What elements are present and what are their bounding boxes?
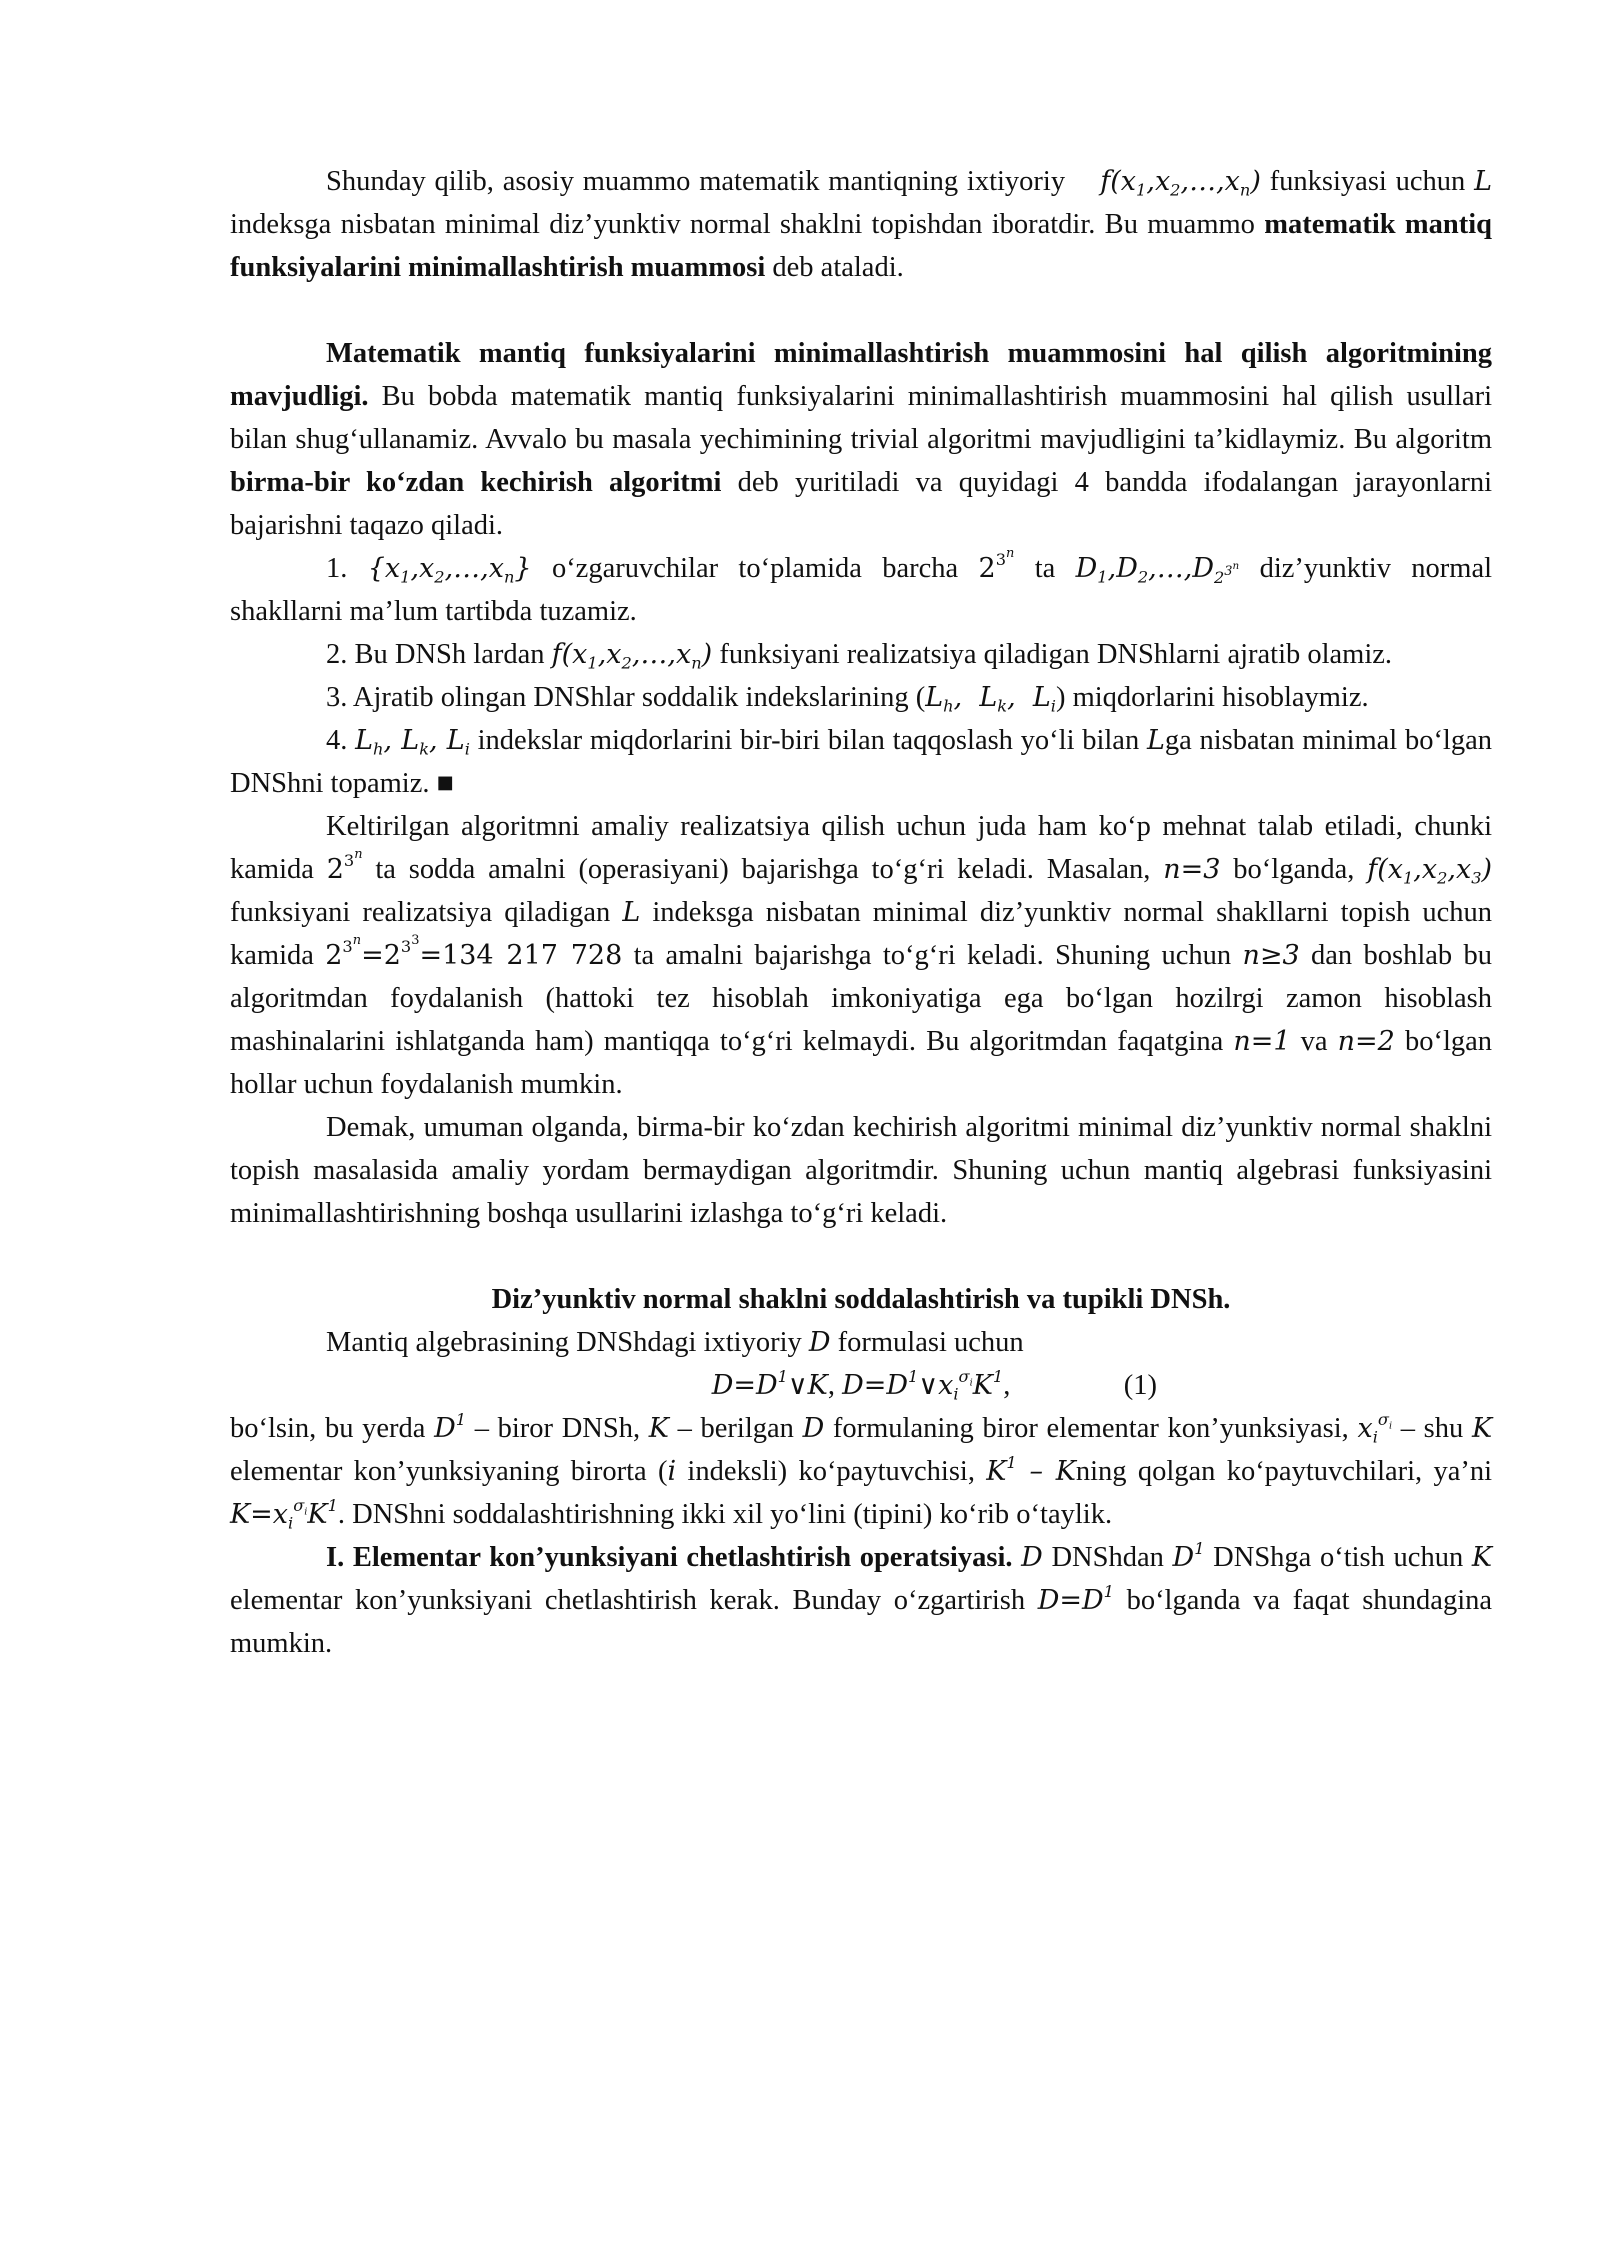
bold-heading: I. Elementar kon’yunksiyani chetlashtirish operatsiyasi. — [326, 1542, 1013, 1573]
text: ga nisbatan minimal bo‘lgan DNShni topamiz. — [230, 725, 1492, 799]
text: – berilgan — [677, 1413, 794, 1444]
paragraph-operation-1 — [230, 1536, 1492, 1665]
text: Bu bobda matematik mantiq funksiyalarini minimallashtirish muammosini hal qilish usullari bilan shug‘ullanamiz. Avvalo bu masala yechimining trivial algoritmi mavjudligini ta’kidlaymiz. Bu algoritm — [230, 381, 1493, 455]
math-K: K — [1471, 1413, 1493, 1444]
text: ta amalni bajarishga to‘g‘ri keladi. Shuning uchun — [633, 940, 1232, 971]
math-function-f3: $f(x_1,x_2,x_3)$ — [1367, 854, 1493, 888]
section-heading — [230, 1278, 1492, 1321]
paragraph-formula-intro — [230, 1321, 1492, 1364]
math-n-equals-2: n=2 — [1337, 1026, 1395, 1057]
text: deb ataladi. — [772, 252, 904, 283]
text: – biror DNSh, — [474, 1413, 641, 1444]
text: diz’yunktiv normal shakllarni ma’lum tartibda tuzamiz. — [230, 553, 1493, 627]
text: indeksli) ko‘paytuvchisi, — [687, 1456, 975, 1487]
bold-term: birma-bir ko‘zdan kechirish algoritmi — [230, 467, 722, 498]
math-n-equals-1: n=1 — [1233, 1026, 1291, 1057]
math-D: D — [808, 1327, 831, 1358]
text: o‘zgaruvchilar to‘plamida barcha — [551, 553, 959, 584]
math-D: D — [802, 1413, 825, 1444]
math-function-f: $f(x_1,x_2,\dots,x_n)$ — [551, 639, 713, 673]
heading-text: Diz’yunktiv normal shaklni soddalashtirish va tupikli DNSh. — [491, 1284, 1231, 1315]
text: bo‘lgan hollar uchun foydalanish mumkin. — [230, 1026, 1493, 1100]
text: formulaning biror elementar kon’yunksiyasi, — [832, 1413, 1349, 1444]
math-indices: $L_h$, $L_k$, $L_i$ — [925, 682, 1056, 716]
math-K1-K: $K^1$ – K — [986, 1452, 1076, 1487]
math-count-expression: $2^{3^n}=2^{3^3}=134$ 217 728 — [325, 933, 623, 971]
text: indekslar miqdorlarini bir-biri bilan taqqoslash yo‘li bilan — [477, 725, 1140, 756]
math-d-sequence: $D_1,D_2,\dots,D_{2^{3^n}}$ — [1075, 553, 1240, 587]
paragraph-problem-statement — [230, 160, 1492, 289]
text: funksiyani realizatsiya qiladigan DNShlarni ajratib olamiz. — [719, 639, 1393, 670]
text: – shu — [1400, 1413, 1464, 1444]
text: Mantiq algebrasining DNShdagi ixtiyoriy — [326, 1327, 802, 1358]
math-power: $2^{3^n}$ — [326, 847, 363, 885]
list-item-3 — [230, 676, 1492, 719]
text: formulasi uchun — [837, 1327, 1024, 1358]
text: funksiyani realizatsiya qiladigan — [230, 897, 611, 928]
text: ta sodda amalni (operasiyani) bajarishga to‘g‘ri keladi. Masalan, — [375, 854, 1151, 885]
text: elementar kon’yunksiyani chetlashtirish kerak. Bunday o‘zgartirish — [230, 1585, 1026, 1616]
math-D-equals-D1: $D=D^1$ — [1037, 1581, 1114, 1616]
document-page — [230, 160, 1492, 1665]
text: deb yuritiladi va quyidagi 4 bandda ifodalangan jarayonlarni bajarishni taqazo qiladi. — [230, 467, 1493, 541]
text: va — [1300, 1026, 1328, 1057]
end-of-proof-mark: ■ — [436, 768, 454, 799]
text: indeksga nisbatan minimal diz’yunktiv normal shaklni topishdan iboratdir. Bu muammo — [230, 209, 1255, 240]
text: . DNShni soddalashtirishning ikki xil yo‘lini (tipini) ko‘rib o‘taylik. — [337, 1499, 1113, 1530]
text: bo‘lganda va faqat shundagina mumkin. — [230, 1585, 1493, 1659]
text: 2. Bu DNSh lardan — [326, 639, 545, 670]
paragraph-complexity — [230, 805, 1492, 1106]
item-number: 1. — [326, 553, 348, 584]
math-x-sigma: $x_i^{\sigma_i}$ — [1357, 1409, 1393, 1447]
bold-heading: Matematik mantiq funksiyalarini minimallashtirish muammosini hal qilish algoritmining mavjudligi. — [230, 338, 1492, 412]
paragraph-conclusion — [230, 1106, 1492, 1235]
text: bo‘lsin, bu yerda — [230, 1413, 426, 1444]
list-item-2 — [230, 633, 1492, 676]
math-n-equals-3: n=3 — [1163, 854, 1221, 885]
item-number: 4. — [326, 725, 348, 756]
text: Keltirilgan algoritmni amaliy realizatsiya qilish uchun juda ham ko‘p mehnat talab etiladi, chunki kamida — [230, 811, 1492, 885]
text: dan boshlab bu algoritmdan foydalanish (hattoki tez hisoblah imkoniyatiga ega bo‘lgan hozilrgi zamon hisoblash mashinalarini ishlatganda ham) mantiqqa to‘g‘ri kelmaydi. Bu algoritmdan faqatgina — [230, 940, 1493, 1057]
math-equation: $D=D^1\vee x_i^{\sigma_i}K^1$ — [842, 1366, 1004, 1404]
math-function-f: $f(x_1,x_2,\dots,x_n)$ — [1100, 166, 1261, 200]
paragraph-algorithm-existence — [230, 332, 1492, 547]
math-n-geq-3: n≥3 — [1242, 940, 1300, 971]
text: DNShga o‘tish uchun — [1213, 1542, 1464, 1573]
math-D1: $D^1$ — [434, 1409, 467, 1444]
math-power: $2^{3^n}$ — [978, 546, 1015, 584]
text: funksiyasi uchun — [1269, 166, 1466, 197]
math-indices: $L_h$, $L_k$, $L_i$ — [355, 725, 470, 759]
math-L: L — [1146, 725, 1165, 756]
text: Demak, umuman olganda, birma-bir ko‘zdan kechirish algoritmi minimal diz’yunktiv normal shaklni topish masalasida amaliy yordam bermaydigan algoritmdir. Shuning uchun mantiq algebrasi funksiyasini minimallashtirishning boshqa usullarini izlashga to‘g‘ri keladi. — [230, 1112, 1492, 1229]
text: ta — [1034, 553, 1056, 584]
list-item-4 — [230, 719, 1492, 805]
text: indeksga nisbatan minimal diz’yunktiv normal shakllarni topish uchun kamida — [230, 897, 1493, 971]
text: bo‘lganda, — [1233, 854, 1355, 885]
text: 3. Ajratib olingan DNShlar soddalik indekslarining ( — [326, 682, 926, 713]
text: DNShdan — [1051, 1542, 1164, 1573]
math-equation: $D=D^1\vee K$ — [711, 1366, 828, 1401]
bold-term: matematik mantiq funksiyalarini minimallashtirish muammosi — [230, 209, 1493, 283]
text: ning qolgan ko‘paytuvchilari, ya’ni — [1075, 1456, 1493, 1487]
math-L: L — [1474, 166, 1493, 197]
text: Shunday qilib, asosiy muammo matematik mantiqning ixtiyoriy — [326, 166, 1066, 197]
equation-1: $D=D^1\vee K$, $D=D^1\vee x_i^{\sigma_i}K^1$, (1) — [230, 1364, 1492, 1407]
list-item-1 — [230, 547, 1492, 633]
math-L: L — [622, 897, 641, 928]
math-D: D — [1021, 1542, 1043, 1573]
math-variable-set: $\{x_1,x_2,\dots,x_n\}$ — [367, 553, 532, 587]
math-K-product: $K=x_i^{\sigma_i}K^1$ — [230, 1495, 338, 1533]
paragraph-formula-explanation — [230, 1407, 1492, 1536]
text: ) miqdorlarini hisoblaymiz. — [1055, 682, 1369, 713]
math-K: K — [648, 1413, 669, 1444]
big-number: 134 217 728 — [442, 940, 623, 971]
equation-number: (1) — [1123, 1370, 1157, 1401]
math-K: K — [1471, 1542, 1493, 1573]
math-i: i — [667, 1456, 677, 1487]
math-D1: $D^1$ — [1172, 1538, 1205, 1573]
text: elementar kon’yunksiyaning birorta ( — [230, 1456, 668, 1487]
